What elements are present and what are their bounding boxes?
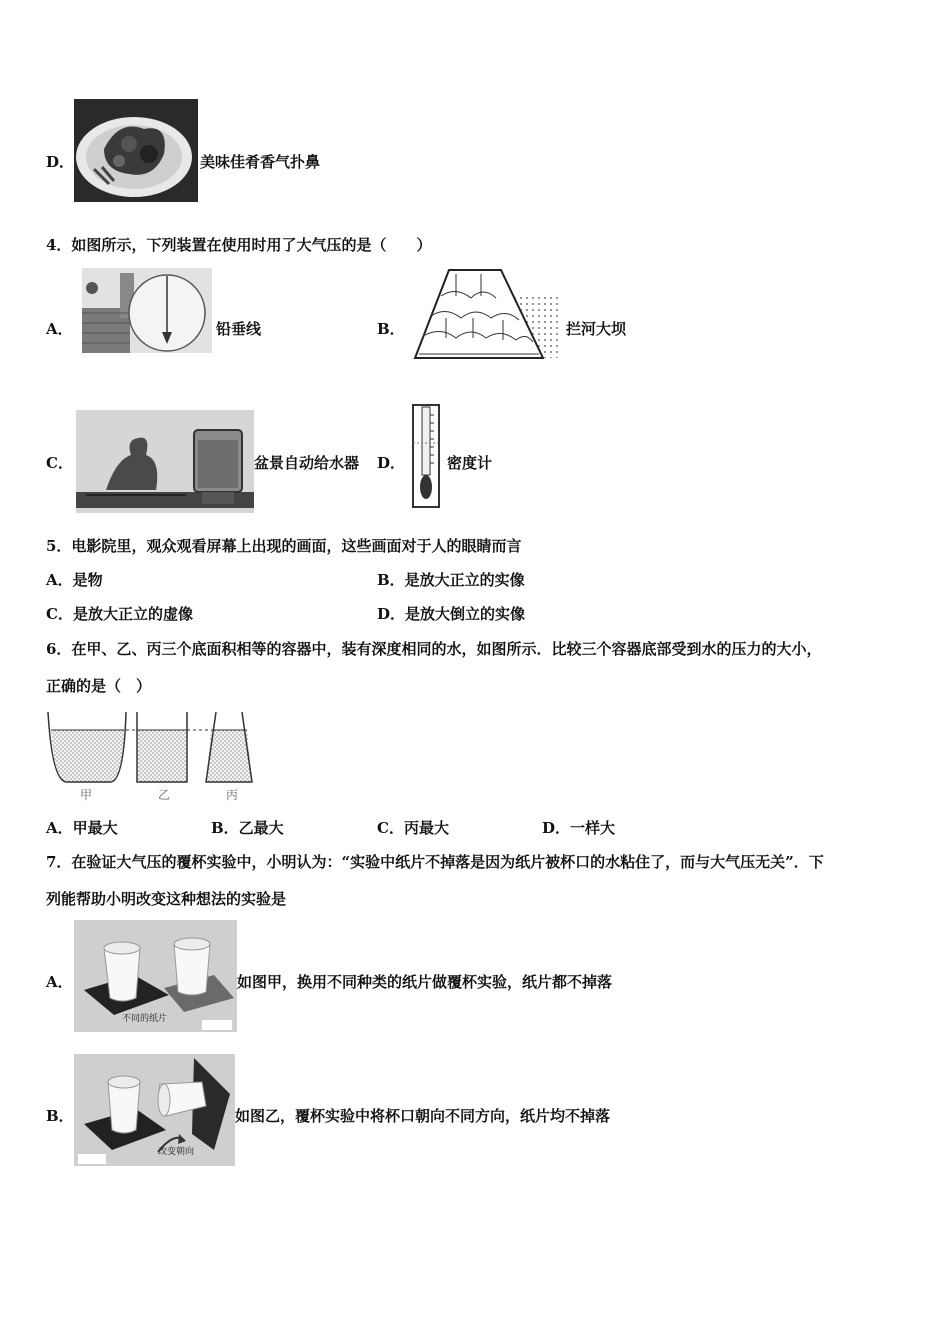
q7-stem-line1: 7．在验证大气压的覆杯实验中，小明认为：“实验中纸片不掉落是因为纸片被杯口的水粘住了，而与大气压无关”．下 (46, 853, 824, 871)
food-plate-photo (74, 99, 198, 202)
q6-option-c: C．丙最大 (377, 819, 449, 837)
q4-option-d-label: D． (377, 454, 406, 472)
q4-option-d-text: 密度计 (447, 454, 493, 472)
q6-stem-line1: 6．在甲、乙、丙三个底面积相等的容器中，装有深度相同的水，如图所示．比较三个容器底部受到水的压力的大小， (46, 640, 822, 658)
q5-stem: 5．电影院里，观众观看屏幕上出现的画面，这些画面对于人的眼睛而言 (46, 537, 522, 555)
figure-caption-different-paper: 不同的纸片 (122, 1014, 168, 1024)
q5-option-c: C．是放大正立的虚像 (46, 605, 193, 623)
q3-option-d-text: 美味佳肴香气扑鼻 (200, 153, 321, 171)
q7-option-a-label: A． (46, 973, 73, 991)
container-label-jia: 甲 (80, 788, 93, 802)
q7-option-b-label: B． (46, 1107, 74, 1125)
q4-stem: 4．如图所示，下列装置在使用时用了大气压的是（ ） (46, 236, 432, 254)
q7-option-b-text: 如图乙，覆杯实验中将杯口朝向不同方向，纸片均不掉落 (235, 1107, 611, 1125)
q7-stem-line2: 列能帮助小明改变这种想法的实验是 (46, 890, 287, 908)
q5-option-d: D．是放大倒立的实像 (377, 605, 526, 623)
q6-option-b: B．乙最大 (211, 819, 284, 837)
container-label-bing: 丙 (226, 788, 239, 802)
figure-caption-change-orientation: 改变朝向 (158, 1147, 195, 1157)
bonsai-water-feeder-figure (76, 410, 254, 513)
q6-stem-line2: 正确的是（ ） (46, 677, 152, 695)
q3-option-d-label: D． (46, 153, 75, 171)
q6-option-a: A．甲最大 (46, 819, 118, 837)
q5-option-a: A．是物 (46, 571, 103, 589)
container-label-yi: 乙 (158, 788, 171, 802)
q7-option-a-text: 如图甲，换用不同种类的纸片做覆杯实验，纸片都不掉落 (237, 973, 613, 991)
q4-option-a-label: A． (46, 320, 73, 338)
dam-figure (411, 266, 561, 360)
q4-option-c-label: C． (46, 454, 73, 472)
cup-orientation-photo (74, 1054, 235, 1166)
q4-option-c-text: 盆景自动给水器 (254, 454, 360, 472)
plumb-line-figure (82, 268, 212, 353)
q4-option-a-text: 铅垂线 (216, 320, 262, 338)
q5-option-b: B．是放大正立的实像 (377, 571, 525, 589)
q4-option-b-label: B． (377, 320, 405, 338)
q6-option-d: D．一样大 (542, 819, 616, 837)
hydrometer-figure (410, 403, 442, 509)
q4-option-b-text: 拦河大坝 (566, 320, 627, 338)
